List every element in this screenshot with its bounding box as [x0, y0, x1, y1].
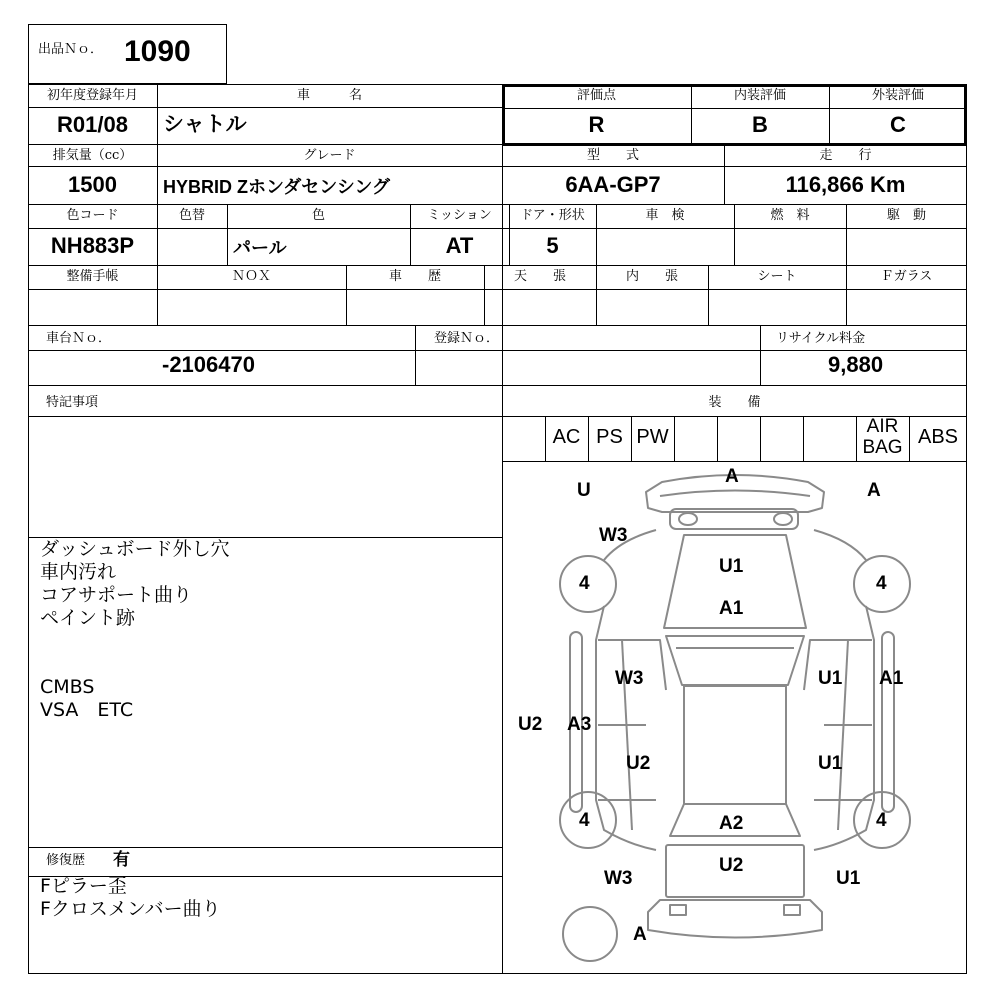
spare-tire-outline [563, 907, 617, 961]
chassis-value: -2106470 [162, 352, 255, 377]
displacement-value: 1500 [68, 172, 117, 197]
mark-front-left: U [577, 480, 591, 501]
color-label: 色 [311, 208, 325, 223]
mission-value: AT [445, 233, 474, 258]
mark-hood-1: U1 [719, 556, 744, 577]
car-name-value: シャトル [163, 113, 247, 136]
seat-label: シート [757, 269, 797, 284]
note-line: ペイント跡 [40, 607, 136, 629]
mileage-value: 116,866 Km [785, 172, 906, 197]
color-code-label: 色コード [66, 208, 119, 223]
mark-right-front-door-2: A1 [879, 668, 904, 689]
mark-roof-rear: A2 [719, 813, 744, 834]
mark-rear-bumper: A [633, 924, 647, 945]
score-value: R [588, 112, 605, 137]
mark-tire-rear-left: 4 [579, 810, 590, 831]
nox-label: ＮＯＸ [231, 269, 271, 284]
mark-rear-gate: U2 [719, 855, 744, 876]
mark-front-bumper: A [725, 466, 739, 487]
fuel-label: 燃 料 [770, 208, 810, 223]
maintenance-label: 整備手帳 [66, 269, 119, 284]
repair-line: Fピラー歪 [40, 875, 127, 897]
left-body-outline [596, 530, 656, 850]
right-sill-outline [882, 632, 894, 812]
color-code-value: NH883P [50, 233, 135, 258]
mileage-label: 走 行 [819, 148, 872, 163]
interior-value: B [752, 112, 768, 137]
equip-airbag-line2: BAG [862, 437, 903, 458]
first-reg-label: 初年度登録年月 [46, 88, 138, 103]
mark-right-front-door-1: U1 [818, 668, 843, 689]
score-label: 評価点 [576, 88, 616, 103]
mark-tire-front-right: 4 [876, 573, 887, 594]
mission-label: ミッション [427, 208, 492, 223]
color-change-label: 色替 [178, 208, 205, 223]
mark-left-front-fender: W3 [599, 525, 628, 546]
car-name-label: 車 名 [296, 88, 362, 103]
mark-tire-rear-right: 4 [876, 810, 887, 831]
inspection-label: 車 検 [645, 208, 685, 223]
displacement-label: 排気量（cc） [52, 148, 133, 163]
equip-abs: ABS [917, 426, 959, 448]
interior-trim-label: 内 張 [625, 269, 678, 284]
note-line: 車内汚れ [40, 561, 117, 583]
color-value: パール [233, 238, 287, 258]
lot-label: 出品Ｎｏ． [38, 42, 104, 57]
model-label: 型 式 [586, 148, 639, 163]
grade-label: グレード [303, 148, 356, 163]
exterior-label: 外装評価 [871, 88, 924, 103]
note-line: ダッシュボード外し穴 [40, 538, 230, 560]
registration-label: 登録Ｎｏ． [434, 331, 500, 346]
model-value: 6AA-GP7 [565, 172, 661, 197]
note-line: コアサポート曲り [40, 584, 193, 606]
right-body-outline [814, 530, 874, 850]
mark-left-rear-door: U2 [626, 753, 651, 774]
repair-line: Fクロスメンバー曲り [40, 898, 221, 920]
mark-left-front-door: W3 [615, 668, 644, 689]
mark-hood-2: A1 [719, 598, 744, 619]
f-glass-label: Ｆガラス [880, 269, 933, 284]
interior-label: 内装評価 [733, 88, 786, 103]
equip-ps: PS [596, 426, 623, 448]
option-line: CMBS [40, 676, 95, 698]
recycle-value: 9,880 [828, 352, 884, 377]
mark-left-pillar: A3 [567, 714, 592, 735]
mark-front-right: A [867, 480, 881, 501]
first-reg-value: R01/08 [57, 112, 128, 137]
lot-number: 1090 [124, 35, 191, 68]
doors-value: 5 [546, 233, 559, 258]
equip-airbag-line1: AIR [866, 416, 899, 437]
chassis-label: 車台Ｎｏ． [46, 331, 112, 346]
mark-left-sill: U2 [518, 714, 543, 735]
history-label: 車 歴 [388, 269, 441, 284]
doors-label: ドア・形状 [520, 208, 585, 223]
option-line: VSA ETC [40, 699, 134, 721]
mark-tire-front-left: 4 [579, 573, 590, 594]
repair-value: 有 [113, 850, 130, 869]
roof-label: 天 張 [513, 269, 566, 284]
mark-right-rear-door: U1 [818, 753, 843, 774]
mark-left-rear-quarter: W3 [604, 868, 633, 889]
equip-pw: PW [636, 426, 669, 448]
windshield-outline [666, 636, 804, 685]
drive-label: 駆 動 [886, 208, 926, 223]
recycle-label: リサイクル料金 [776, 331, 866, 346]
equipment-label: 装 備 [708, 395, 761, 410]
grade-value: HYBRID Zホンダセンシング [163, 177, 391, 197]
equip-ac: AC [552, 426, 581, 448]
notes-label: 特記事項 [46, 395, 99, 410]
repair-label: 修復歴 [46, 853, 86, 868]
exterior-value: C [890, 112, 906, 137]
mark-right-rear-quarter: U1 [836, 868, 861, 889]
roof-outline [684, 686, 786, 804]
